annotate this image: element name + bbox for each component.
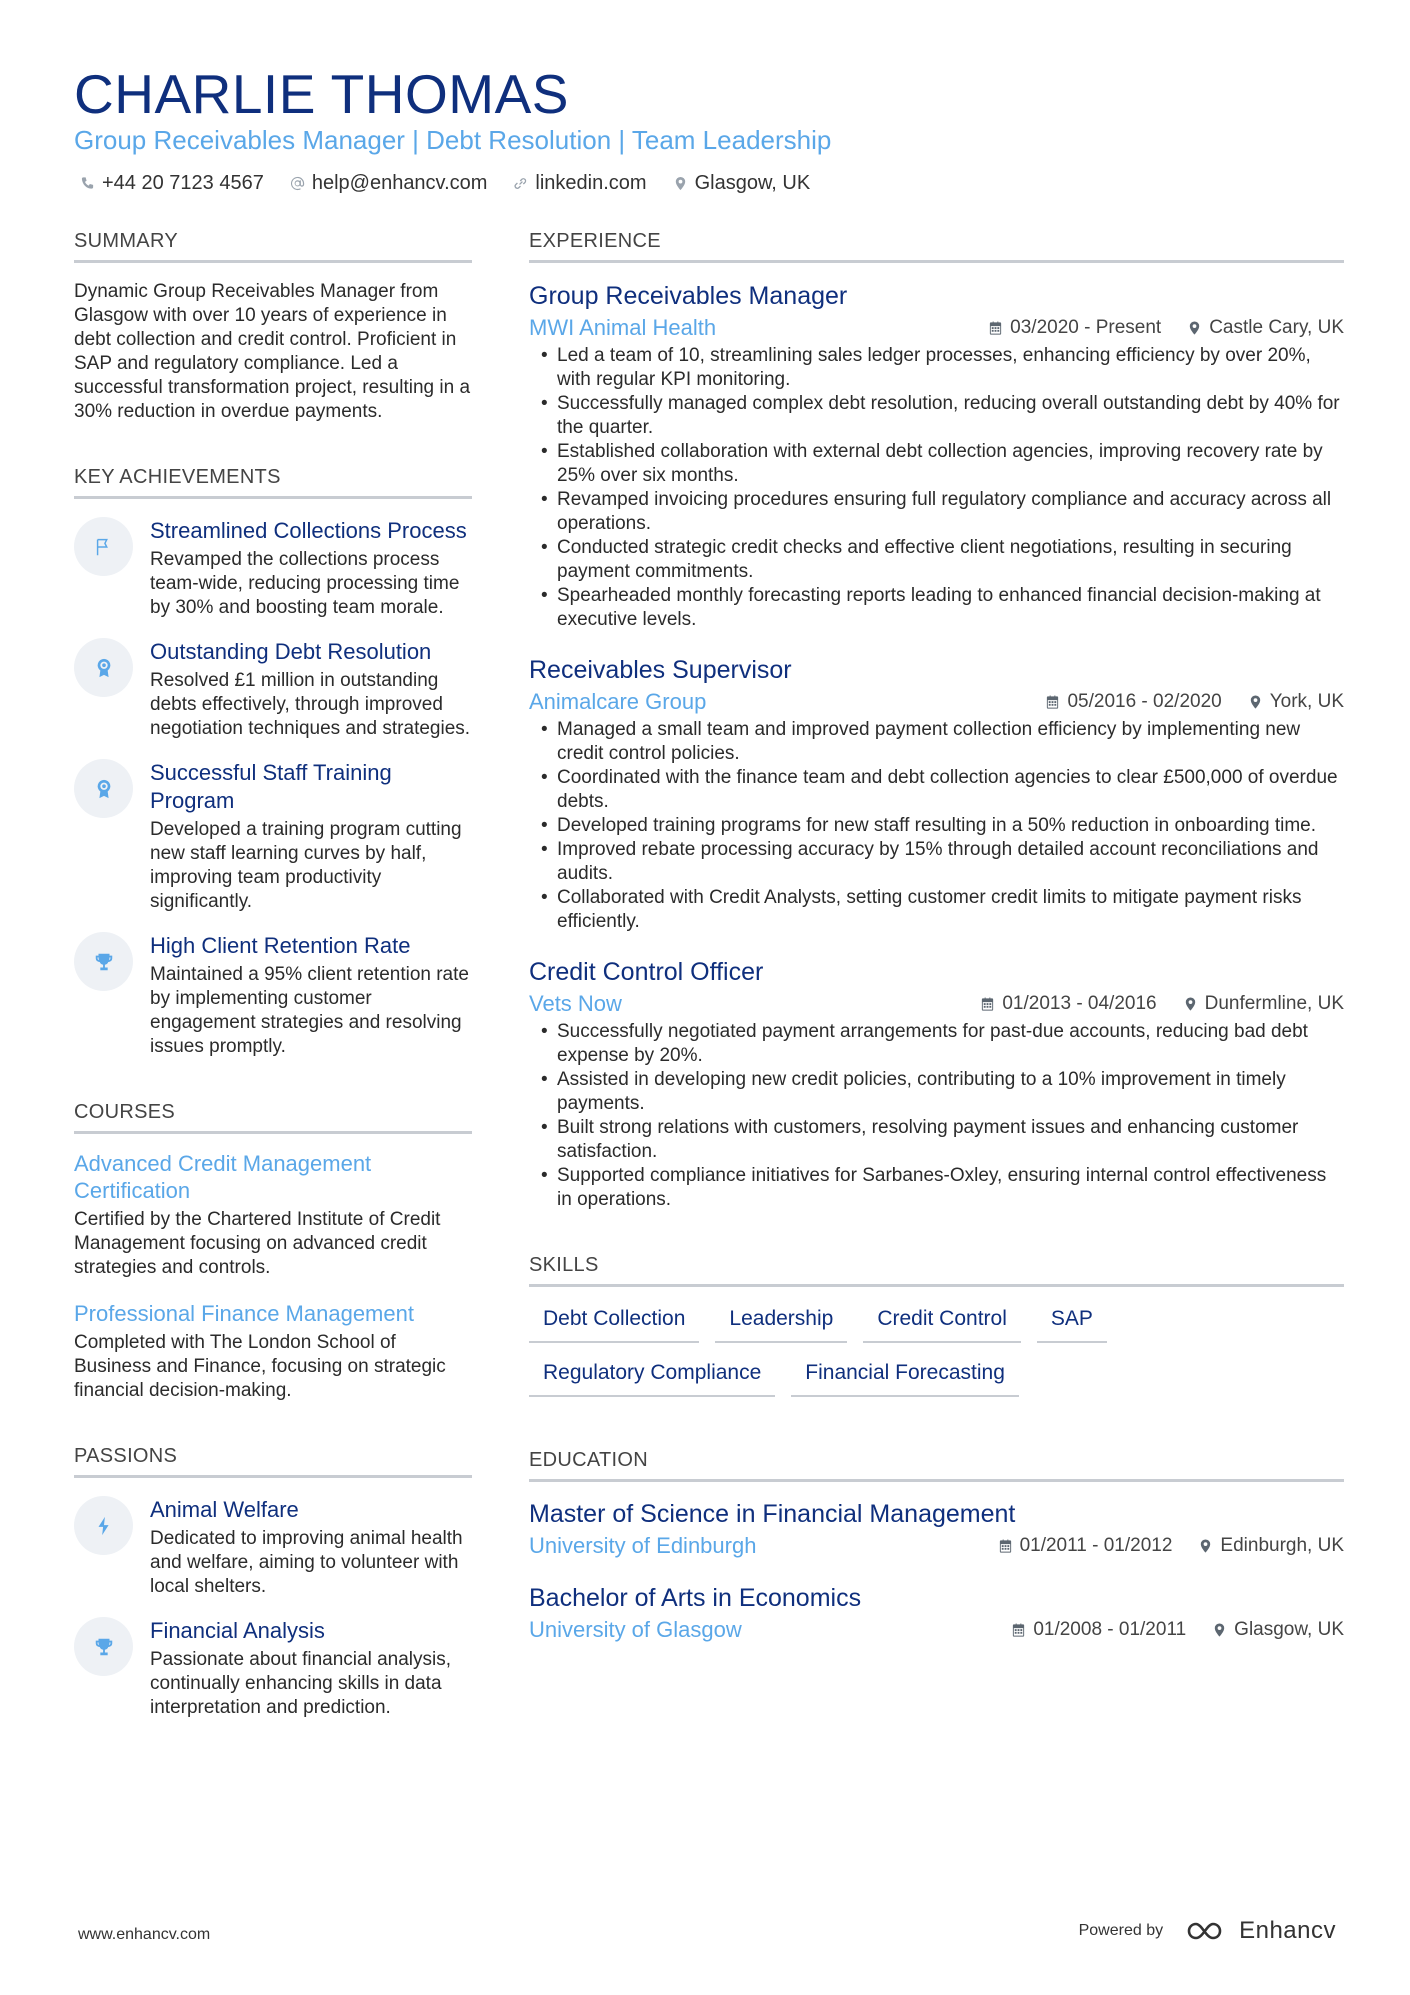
course-title: Advanced Credit Management Certification xyxy=(74,1151,372,1203)
job-location: York, UK xyxy=(1269,691,1344,712)
passion-item xyxy=(74,1617,472,1720)
contact-phone[interactable] xyxy=(80,170,264,196)
skill-tag: Financial Forecasting xyxy=(791,1359,1019,1397)
phone-text: +44 20 7123 4567 xyxy=(102,172,264,194)
summary-text: Dynamic Group Receivables Manager from Glasgow with over 10 years of experience in debt collection and credit control. Proficient in SAP and regulatory compliance. Led a successful transformation project, resulting in a 30% reduction in overdue payments. xyxy=(74,281,471,422)
calendar-icon xyxy=(980,996,995,1012)
bullet-item: • Conducted strategic credit checks and effective client negotiations, resulting in securing payment commitments. xyxy=(529,536,1344,584)
bullet-item: • Supported compliance initiatives for Sarbanes-Oxley, ensuring internal control effectiveness in operations. xyxy=(529,1164,1344,1212)
passion-icon-wrap xyxy=(74,1496,133,1555)
achievement-item xyxy=(74,638,472,741)
bullet-item: • Managed a small team and improved payment collection efficiency by implementing new credit control policies. xyxy=(529,718,1344,766)
contact-bar xyxy=(80,170,810,196)
job-location: Castle Cary, UK xyxy=(1209,317,1344,338)
job-company: Animalcare Group xyxy=(529,689,707,714)
passion-desc: Passionate about financial analysis, continually enhancing skills in data interpretation and prediction. xyxy=(150,1649,452,1718)
award-icon xyxy=(93,657,115,679)
achievement-title: High Client Retention Rate xyxy=(150,933,411,958)
achievement-title: Successful Staff Training Program xyxy=(150,760,392,813)
course-item xyxy=(74,1300,472,1403)
skill-tag: Credit Control xyxy=(863,1305,1021,1343)
passions-section xyxy=(74,1443,472,1720)
job-title: Group Receivables Manager xyxy=(529,282,848,310)
contact-email[interactable] xyxy=(290,170,488,196)
brand-logo[interactable] xyxy=(1185,1917,1336,1945)
education-section xyxy=(529,1447,1344,1644)
award-icon xyxy=(93,778,115,800)
bullet-item: • Successfully negotiated payment arrangements for past-due accounts, reducing bad debt expense by 20%. xyxy=(529,1020,1344,1068)
skill-tag: Regulatory Compliance xyxy=(529,1359,775,1397)
bullet-item: • Coordinated with the finance team and debt collection agencies to clear £500,000 of overdue debts. xyxy=(529,766,1344,814)
calendar-icon xyxy=(998,1538,1013,1554)
job-dates: 05/2016 - 02/2020 xyxy=(1067,691,1222,712)
candidate-title: Group Receivables Manager | Debt Resolution | Team Leadership xyxy=(74,125,832,155)
courses-section xyxy=(74,1099,472,1403)
left-column xyxy=(74,228,472,1720)
summary-section xyxy=(74,228,472,424)
skill-tag: Debt Collection xyxy=(529,1305,699,1343)
school-name: University of Edinburgh xyxy=(529,1533,757,1558)
location-text: Glasgow, UK xyxy=(694,172,811,194)
job-title: Credit Control Officer xyxy=(529,958,764,986)
course-desc: Certified by the Chartered Institute of Credit Management focusing on advanced credit strategies and controls. xyxy=(74,1209,441,1278)
job-bullets xyxy=(529,344,1344,632)
passion-icon-wrap xyxy=(74,1617,133,1676)
email-text: help@enhancv.com xyxy=(311,172,488,194)
job-entry xyxy=(529,654,1344,934)
job-bullets xyxy=(529,718,1344,934)
passion-item xyxy=(74,1496,472,1599)
brand-name: Enhancv xyxy=(1239,1917,1336,1944)
right-column xyxy=(529,228,1344,1644)
flag-icon xyxy=(93,536,115,558)
achievement-desc: Developed a training program cutting new staff learning curves by half, improving team productivity significantly. xyxy=(150,819,462,912)
job-company: Vets Now xyxy=(529,991,622,1016)
job-company: MWI Animal Health xyxy=(529,315,717,340)
skills-section xyxy=(529,1252,1344,1397)
achievement-title: Outstanding Debt Resolution xyxy=(150,639,432,664)
job-title: Receivables Supervisor xyxy=(529,656,792,684)
course-title: Professional Finance Management xyxy=(74,1301,414,1326)
bolt-icon xyxy=(93,1515,115,1537)
achievement-title: Streamlined Collections Process xyxy=(150,518,467,543)
phone-icon xyxy=(80,176,95,191)
section-heading-education: EDUCATION xyxy=(529,1447,1344,1482)
section-heading-summary: SUMMARY xyxy=(74,228,472,263)
job-dates: 03/2020 - Present xyxy=(1010,317,1162,338)
bullet-item: • Revamped invoicing procedures ensuring full regulatory compliance and accuracy across all operations. xyxy=(529,488,1344,536)
achievement-icon-wrap xyxy=(74,517,133,576)
job-location: Dunfermline, UK xyxy=(1204,993,1344,1014)
calendar-icon xyxy=(1045,694,1060,710)
contact-location xyxy=(673,170,811,196)
education-dates: 01/2008 - 01/2011 xyxy=(1033,1619,1187,1640)
location-icon xyxy=(1183,996,1198,1012)
footer-website[interactable]: www.enhancv.com xyxy=(78,1926,211,1943)
at-icon xyxy=(290,176,305,191)
bullet-item: • Collaborated with Credit Analysts, setting customer credit limits to mitigate payment risks efficiently. xyxy=(529,886,1344,934)
bullet-item: • Established collaboration with external debt collection agencies, improving recovery rate by 25% over six months. xyxy=(529,440,1344,488)
location-icon xyxy=(1212,1622,1227,1638)
bullet-item: • Led a team of 10, streamlining sales ledger processes, enhancing efficiency by over 20%, with regular KPI monitoring. xyxy=(529,344,1344,392)
degree-title: Master of Science in Financial Management xyxy=(529,1500,1016,1528)
section-heading-skills: SKILLS xyxy=(529,1252,1344,1287)
footer-powered xyxy=(1079,1917,1336,1945)
trophy-icon xyxy=(93,1636,115,1658)
section-heading-passions: PASSIONS xyxy=(74,1443,472,1478)
achievement-item xyxy=(74,932,472,1059)
achievement-item xyxy=(74,759,472,914)
bullet-item: • Improved rebate processing accuracy by 15% through detailed account reconciliations and audits. xyxy=(529,838,1344,886)
education-location: Glasgow, UK xyxy=(1234,1619,1344,1640)
section-heading-courses: COURSES xyxy=(74,1099,472,1134)
education-entry xyxy=(529,1498,1344,1560)
bullet-item: • Spearheaded monthly forecasting reports leading to enhanced financial decision-making at executive levels. xyxy=(529,584,1344,632)
achievement-icon-wrap xyxy=(74,932,133,991)
bullet-item: • Assisted in developing new credit policies, contributing to a 10% improvement in timely payments. xyxy=(529,1068,1344,1116)
experience-section xyxy=(529,228,1344,1212)
enhancv-logo-icon xyxy=(1185,1918,1231,1944)
bullet-item: • Built strong relations with customers, resolving payment issues and enhancing customer satisfaction. xyxy=(529,1116,1344,1164)
education-dates: 01/2011 - 01/2012 xyxy=(1019,1535,1173,1556)
candidate-name: CHARLIE THOMAS xyxy=(74,63,569,125)
achievement-icon-wrap xyxy=(74,638,133,697)
passion-title: Animal Welfare xyxy=(150,1497,299,1522)
link-icon xyxy=(513,176,528,191)
achievement-desc: Revamped the collections process team-wide, reducing processing time by 30% and boosting team morale. xyxy=(150,549,460,618)
calendar-icon xyxy=(1011,1622,1026,1638)
skills-list xyxy=(529,1305,1229,1397)
powered-by-label: Powered by xyxy=(1078,1922,1164,1939)
skill-tag: SAP xyxy=(1037,1305,1107,1343)
trophy-icon xyxy=(93,951,115,973)
education-entry xyxy=(529,1582,1344,1644)
skill-tag: Leadership xyxy=(715,1305,847,1343)
location-icon xyxy=(1198,1538,1213,1554)
job-dates: 01/2013 - 04/2016 xyxy=(1002,993,1157,1014)
achievement-item xyxy=(74,517,472,620)
calendar-icon xyxy=(988,320,1003,336)
contact-linkedin[interactable] xyxy=(513,170,646,196)
job-bullets xyxy=(529,1020,1344,1212)
linkedin-text: linkedin.com xyxy=(535,172,647,194)
job-entry xyxy=(529,956,1344,1212)
section-heading-achievements: KEY ACHIEVEMENTS xyxy=(74,464,472,499)
achievement-desc: Maintained a 95% client retention rate by implementing customer engagement strategies and resolving issues promptly. xyxy=(150,964,469,1057)
bullet-item: • Successfully managed complex debt resolution, reducing overall outstanding debt by 40% for the quarter. xyxy=(529,392,1344,440)
passion-desc: Dedicated to improving animal health and welfare, aiming to volunteer with local shelters. xyxy=(150,1528,463,1597)
school-name: University of Glasgow xyxy=(529,1617,742,1642)
course-desc: Completed with The London School of Business and Finance, focusing on strategic financial decision-making. xyxy=(74,1332,446,1401)
degree-title: Bachelor of Arts in Economics xyxy=(529,1584,862,1612)
location-icon xyxy=(1248,694,1263,710)
section-heading-experience: EXPERIENCE xyxy=(529,228,1344,263)
achievement-icon-wrap xyxy=(74,759,133,818)
achievements-section xyxy=(74,464,472,1059)
location-icon xyxy=(1187,320,1202,336)
education-location: Edinburgh, UK xyxy=(1220,1535,1344,1556)
job-entry xyxy=(529,280,1344,632)
course-item xyxy=(74,1150,472,1280)
achievement-desc: Resolved £1 million in outstanding debts effectively, through improved negotiation techniques and strategies. xyxy=(150,670,471,739)
location-icon xyxy=(673,176,688,191)
passion-title: Financial Analysis xyxy=(150,1618,325,1643)
bullet-item: • Developed training programs for new staff resulting in a 50% reduction in onboarding time. xyxy=(529,814,1344,838)
